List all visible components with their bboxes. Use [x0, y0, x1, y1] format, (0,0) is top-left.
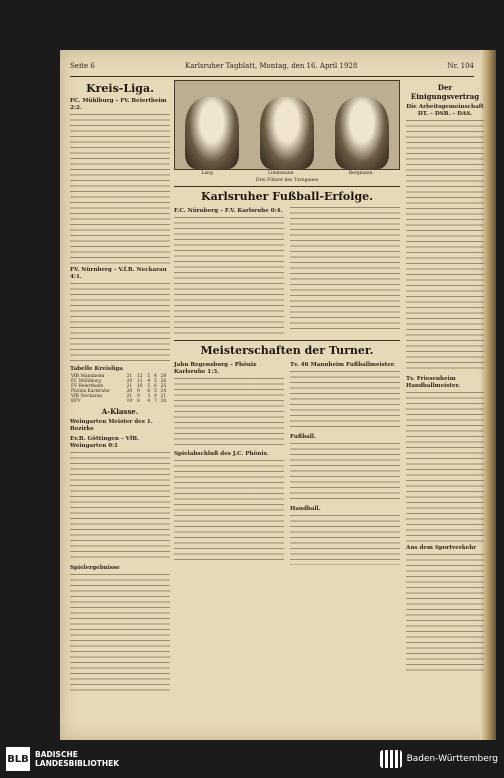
- divider: [174, 340, 400, 341]
- page-number: Seite 6: [70, 62, 95, 70]
- portrait-face: [260, 97, 314, 169]
- table-row: KFV 19 8 4 7 20: [71, 399, 167, 404]
- table-row: FC Mühlburg 20 11 4 5 26: [71, 379, 167, 384]
- match-heading: F.C. Nürnberg – F.V. Karlsruhe 0:4.: [174, 208, 283, 215]
- blb-mark: BLB: [6, 747, 30, 771]
- turner-headline: Meisterschaften der Turner.: [200, 344, 374, 358]
- article-text: [290, 371, 400, 431]
- article-text: [70, 283, 170, 363]
- table-row: Phönix Karlsruhe 20 9 6 5 24: [71, 389, 167, 394]
- table-row: FV Beiertheim 21 10 5 6 25: [71, 384, 167, 389]
- right-column-heading: Tv. Friesenheim Handballmeister.: [406, 376, 460, 389]
- einigung-headline: Der Einigungsvertrag: [410, 83, 480, 101]
- match-heading: Jahn Regensburg – Phönix Karlsruhe 1:3.: [174, 362, 257, 376]
- article-text: [406, 392, 484, 542]
- a-klasse-heading: A-Klasse.: [101, 407, 139, 416]
- library-footer: [0, 740, 504, 778]
- blb-name-line2: LANDESBIBLIOTHEK: [35, 759, 120, 768]
- column-einigung: [406, 80, 484, 676]
- article-text: [174, 217, 284, 335]
- article-text: [174, 460, 284, 560]
- article-text: [70, 574, 170, 694]
- section-heading: Fußball.: [290, 434, 316, 441]
- match-heading: FV. Nürnberg – V.f.B. Neckarau 4:1.: [70, 267, 167, 280]
- section-heading: Spielabschluß des J.C. Phönix.: [174, 451, 269, 458]
- state-crest-icon: [380, 750, 402, 768]
- newspaper-dateline: Karlsruher Tagblatt, Montag, den 16. April 1928: [184, 62, 358, 70]
- section-heading: Aus dem Sportverkehr: [406, 545, 477, 551]
- issue-number: Nr. 104: [447, 62, 474, 70]
- a-klasse-subheading: Ev.B. Göttingen – VfB. Weingarten 0:1: [70, 436, 140, 449]
- results-heading: Spielergebnisse: [70, 565, 120, 571]
- article-text: [290, 207, 400, 332]
- bw-logo[interactable]: [380, 750, 498, 768]
- divider: [174, 186, 400, 187]
- portrait-face: [335, 97, 389, 169]
- article-text: [70, 452, 170, 562]
- article-text: [406, 120, 484, 370]
- article-text: [290, 443, 400, 503]
- table-row: VfB Neckarau 21 9 3 9 21: [71, 394, 167, 399]
- kreisliga-heading: Kreis-Liga.: [86, 82, 154, 95]
- page-header: [70, 62, 474, 77]
- table-title: Tabelle Kreisliga: [70, 366, 123, 372]
- section-heading: Tv. 46 Mannheim Fußballmeister.: [290, 362, 396, 369]
- column-kreisliga: [70, 80, 170, 696]
- table-row: VfR Mannheim 21 12 5 4 29: [71, 374, 167, 379]
- portrait-face: [185, 97, 239, 169]
- blb-logo[interactable]: [6, 747, 119, 771]
- bw-label: Baden-Württemberg: [406, 754, 498, 764]
- portrait-photo: [174, 80, 400, 170]
- photo-caption: Drei Führer des Turngaues: [255, 177, 319, 183]
- section-heading: Handball.: [290, 506, 321, 513]
- a-klasse-subheading: Weingarten Meister des 1. Bezirks: [70, 419, 153, 432]
- match-heading: FC. Mühlburg – FV. Beiertheim 2:2.: [70, 98, 167, 111]
- column-main: [174, 80, 400, 567]
- article-text: [174, 378, 284, 448]
- photo-names: Lang Lindemann Bergmann: [201, 171, 373, 176]
- blb-name-line1: BADISCHE: [35, 750, 78, 759]
- article-text: [70, 114, 170, 264]
- article-text: [406, 554, 484, 674]
- standings-table: [70, 374, 170, 404]
- main-headline: Karlsruher Fußball-Erfolge.: [201, 190, 373, 204]
- article-text: [290, 515, 400, 565]
- einigung-subheading: Die Arbeitsgemeinschaft DT. – DSB. – DAS.: [406, 104, 484, 117]
